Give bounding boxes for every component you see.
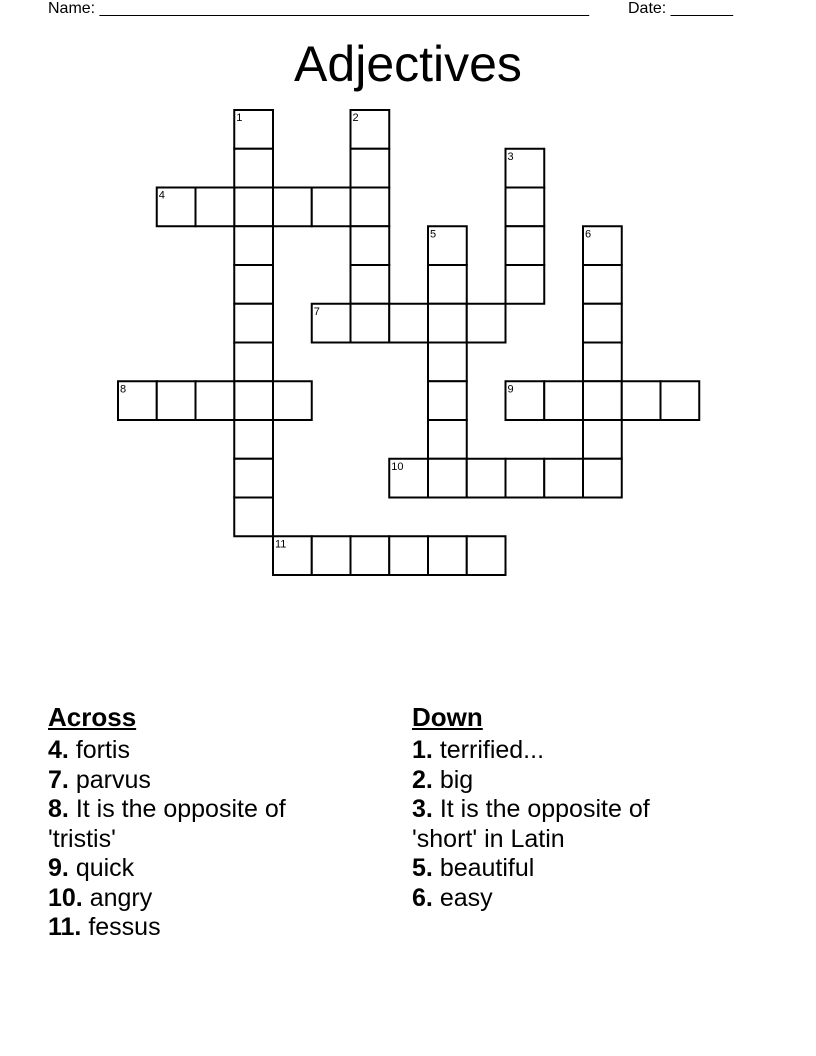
crossword-cell[interactable] [234,381,273,420]
date-field-label: Date: _______ [628,0,733,17]
down-clue-2 [412,766,712,796]
clue-text: easy [439,883,493,912]
clue-number: 10. [48,883,83,912]
crossword-cell[interactable] [389,536,428,575]
crossword-cell[interactable] [312,536,351,575]
crossword-cell[interactable] [273,188,312,227]
down-clue-6 [412,884,712,914]
clue-text: beautiful [439,854,535,882]
across-clue-9 [48,854,348,884]
crossword-cell[interactable] [234,343,273,382]
clue-number: 2. [412,765,433,794]
down-heading: Down [412,702,483,732]
across-clues-section [48,702,348,943]
crossword-cell[interactable] [506,459,545,498]
crossword-cell[interactable] [506,226,545,265]
clue-text: angry [89,883,153,912]
crossword-cell[interactable] [234,188,273,227]
down-clue-5 [412,854,712,884]
cell-clue-number: 3 [507,150,514,163]
crossword-cell[interactable] [234,459,273,498]
clue-text: It is the opposite of 'short' in Latin [412,795,650,853]
crossword-cell[interactable] [506,265,545,304]
crossword-cell[interactable] [157,381,196,420]
crossword-cell[interactable] [196,381,235,420]
clue-number: 9. [48,854,69,882]
crossword-cell[interactable] [428,459,467,498]
crossword-cell[interactable] [583,420,622,459]
crossword-cell[interactable] [389,304,428,343]
clue-number: 8. [48,795,69,823]
cell-clue-number: 1 [236,112,243,124]
crossword-cell[interactable] [234,149,273,188]
across-clue-10 [48,884,348,914]
crossword-cell[interactable] [234,226,273,265]
crossword-cell[interactable] [583,265,622,304]
down-clue-3 [412,795,712,854]
crossword-cell[interactable] [351,536,390,575]
crossword-cell[interactable] [196,188,235,227]
crossword-cell[interactable] [544,459,583,498]
crossword-cell[interactable] [467,304,506,343]
crossword-cell[interactable] [583,304,622,343]
clue-text: fortis [75,736,130,764]
cell-clue-number: 6 [585,228,592,241]
crossword-cell[interactable] [428,265,467,304]
crossword-cell[interactable] [428,536,467,575]
clue-text: fessus [88,913,161,941]
clue-text: quick [75,854,135,882]
crossword-cell[interactable] [467,459,506,498]
crossword-cell[interactable] [622,381,661,420]
clue-number: 4. [48,736,69,764]
clue-text: parvus [75,765,151,794]
crossword-cell[interactable] [351,188,390,227]
name-field-label: Name: _______________________________________________________ [48,0,589,17]
crossword-cell[interactable] [506,188,545,227]
clue-number: 1. [412,736,433,764]
crossword-cell[interactable] [544,381,583,420]
clue-number: 6. [412,883,433,912]
cell-clue-number: 8 [120,383,127,396]
crossword-cell[interactable] [661,381,700,420]
down-clues-section [412,702,712,913]
cell-clue-number: 9 [507,383,514,396]
clue-text: terrified... [439,736,545,764]
across-clue-8 [48,795,348,854]
crossword-cell[interactable] [428,304,467,343]
crossword-cell[interactable] [234,498,273,537]
crossword-cell[interactable] [583,343,622,382]
cell-clue-number: 11 [275,538,287,551]
across-clue-7 [48,766,348,796]
clue-number: 3. [412,795,433,823]
crossword-cell[interactable] [234,420,273,459]
crossword-cell[interactable] [428,420,467,459]
page-title: Adjectives [294,36,522,92]
across-clue-11 [48,913,348,943]
crossword-cell[interactable] [351,226,390,265]
crossword-cell[interactable] [467,536,506,575]
cell-clue-number: 4 [158,189,165,202]
cell-clue-number: 7 [313,305,320,318]
crossword-cell[interactable] [583,381,622,420]
clue-text: big [439,765,474,794]
crossword-cell[interactable] [312,188,351,227]
crossword-cell[interactable] [583,459,622,498]
crossword-cell[interactable] [234,265,273,304]
down-clue-1 [412,736,712,766]
crossword-cell[interactable] [428,381,467,420]
cell-clue-number: 5 [430,228,437,241]
crossword-cell[interactable] [273,381,312,420]
across-clue-4 [48,736,348,766]
crossword-cell[interactable] [234,304,273,343]
clue-number: 7. [48,765,69,794]
crossword-cell[interactable] [428,343,467,382]
crossword-cell[interactable] [351,149,390,188]
cell-clue-number: 2 [352,112,359,124]
clue-number: 5. [412,854,433,882]
clue-number: 11. [48,913,82,941]
across-heading: Across [48,702,137,732]
crossword-cell[interactable] [351,304,390,343]
clue-text: It is the opposite of 'tristis' [48,795,286,853]
crossword-cell[interactable] [351,265,390,304]
cell-clue-number: 10 [391,460,404,473]
